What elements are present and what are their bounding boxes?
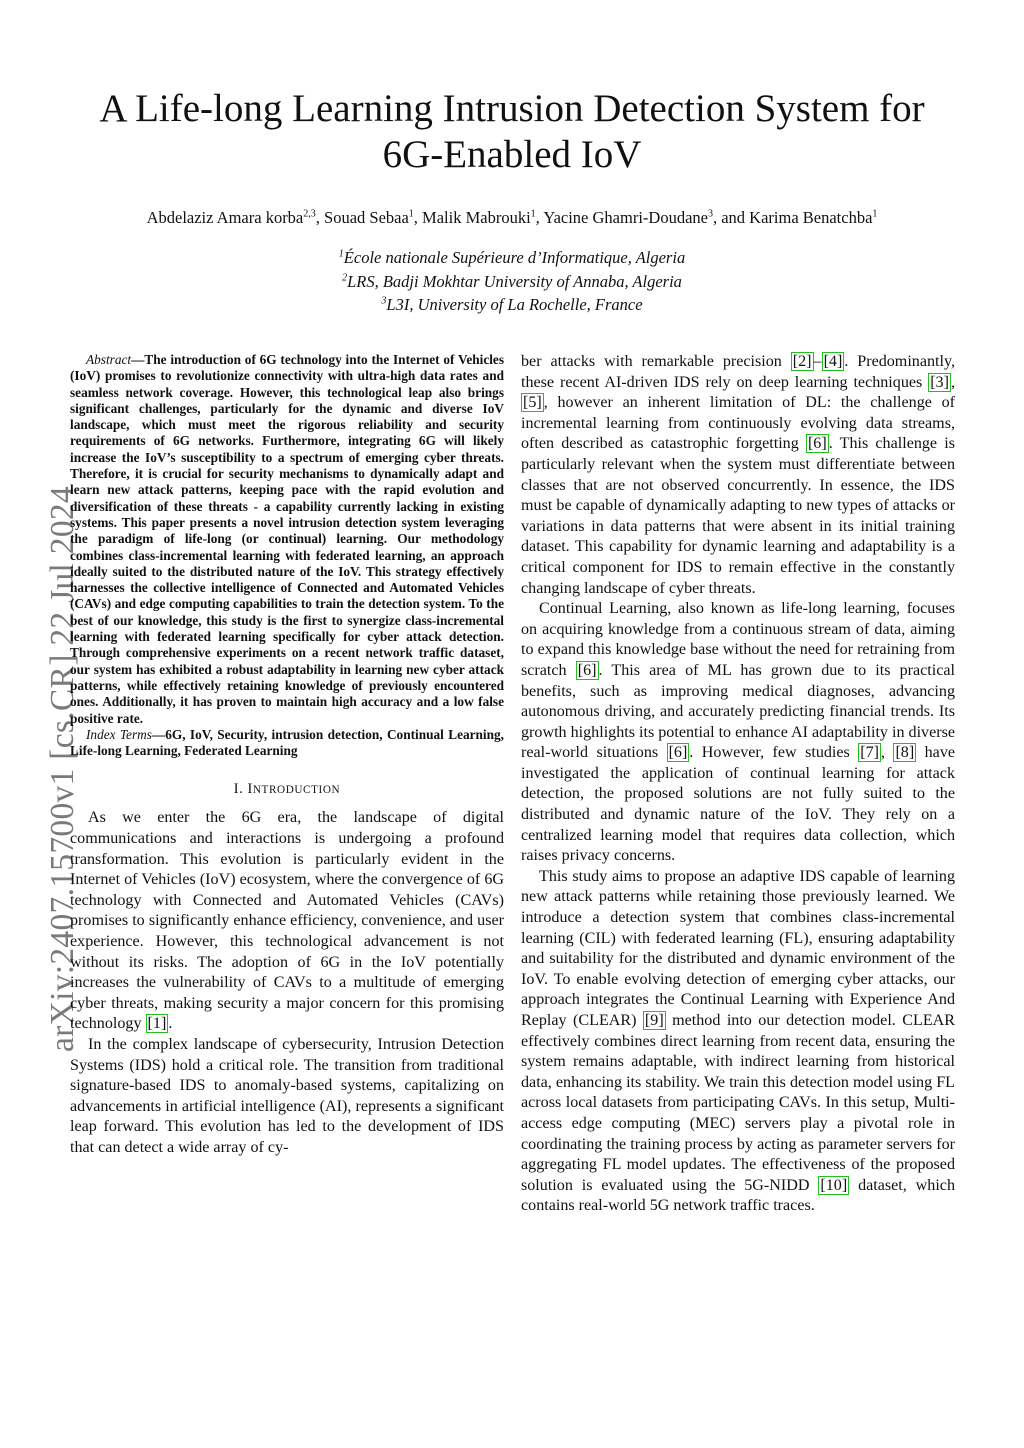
- paragraph-text: . However, few studies: [689, 744, 859, 762]
- paragraph-text: . Predominantly, these recent AI-driven IDS rely on deep learning techniques: [521, 353, 955, 391]
- index-terms-text: —6G, IoV, Security, intrusion detection, Continual Learning, Life-long Learning, Federated Learning: [70, 726, 504, 759]
- affiliation: [112, 246, 912, 270]
- citation-link[interactable]: [7]: [860, 744, 879, 762]
- left-column: [70, 352, 504, 1159]
- author-separator: ,: [413, 208, 423, 227]
- author-separator: , and: [712, 208, 750, 227]
- author-name: Yacine Ghamri-Doudane: [543, 208, 708, 227]
- paragraph-text: . This challenge is particularly relevant when the system must differentiate between classes that are not observed concurrently. In essence, the IDS must be capable of dynamically adapting to new types of attacks or variations in data patterns that were absent in its initial training dataset. This capability for dynamic learning and adaptability is a critical component for IDS to remain effective in the constantly changing landscape of cyber threats.: [521, 435, 955, 597]
- author-name: Abdelaziz Amara korba: [146, 208, 304, 227]
- author-separator: ,: [535, 208, 544, 227]
- abstract-text: —The introduction of 6G technology into the Internet of Vehicles (IoV) promises to revolutionize connectivity with ultra-high data rates and seamless network coverage. However, this technological leap also brings significant challenges, particularly for the dynamic and diverse IoV landscape, which must meet the rigorous reliability and security requirements of 6G networks. Furthermore, integrating 6G will likely increase the IoV’s susceptibility to a spectrum of emerging cyber threats. Therefore, it is crucial for security mechanisms to dynamically adapt and learn new attack patterns, keeping pace with the rapid evolution and diversification of these threats - a capability currently lacking in existing systems. This paper presents a novel intrusion detection system leveraging the paradigm of life-long (or continual) learning. Our methodology combines class-incremental learning with federated learning, an approach ideally suited to the distributed nature of the IoV. This strategy effectively harnesses the collective intelligence of Connected and Automated Vehicles (CAVs) and edge computing capabilities to train the detection system. To the best of our knowledge, this study is the first to synergize class-incremental learning with federated learning specifically for cyber attack detection. Through comprehensive experiments on a recent network traffic dataset, our system has exhibited a robust adaptability in learning new cyber attack patterns, while effectively retaining knowledge of previously encountered ones. Additionally, it has proven to maintain high accuracy and a low false positive rate.: [70, 352, 504, 726]
- intro-paragraph-2: In the complex landscape of cybersecurity, Intrusion Detection Systems (IDS) hold a critical role. The transition from traditional signature-based IDS to anomaly-based systems, capitalizing on advancements in artificial intelligence (AI), represents a significant leap forward. This evolution has led to the development of IDS that can detect a wide array of cy-: [70, 1035, 504, 1156]
- affiliation-mark: 1: [338, 248, 344, 260]
- author-affiliation-mark: 1: [408, 208, 414, 220]
- index-terms: [70, 727, 504, 760]
- author-affiliation-mark: 3: [707, 208, 713, 220]
- author-affiliation-mark: 1: [872, 208, 878, 220]
- index-terms-label: Index Terms: [86, 726, 152, 742]
- intro-paragraph-5: [521, 867, 955, 1217]
- affiliation-list: [112, 246, 912, 317]
- affiliation-text: LRS, Badji Mokhtar University of Annaba, Algeria: [347, 271, 682, 291]
- section-heading-introduction: [70, 781, 504, 798]
- paragraph-text: dataset, which contains real-world 5G network traffic traces.: [521, 1176, 955, 1215]
- paragraph-text: As we enter the 6G era, the landscape of digital communications and interactions is undergoing a profound transformation. This evolution is particularly evident in the Internet of Vehicles (IoV) ecosystem, where the convergence of 6G technology with Connected and Automated Vehicles (CAVs) promises to significantly enhance efficiency, convenience, and user experience. However, this technological advancement is not without its risks. The adoption of 6G in the IoV potentially increases the vulnerability of CAVs to a multitude of emerging cyber threats, making security a major concern for this promising technology: [70, 809, 504, 1033]
- abstract-label: Abstract: [86, 352, 132, 367]
- paragraph-text: , however an inherent limitation of DL: the challenge of incremental learning from continuously evolving data streams, often described as catastrophic forgetting: [521, 394, 955, 453]
- paragraph-text: ,: [950, 373, 955, 391]
- citation-link[interactable]: [2]: [792, 353, 812, 370]
- author-list: [40, 208, 984, 228]
- abstract: [70, 352, 504, 727]
- citation-link[interactable]: [9]: [644, 1012, 664, 1029]
- affiliation-text: École nationale Supérieure d’Informatique, Algeria: [343, 248, 686, 267]
- author-separator: ,: [315, 208, 325, 227]
- citation-link[interactable]: [1]: [147, 1015, 167, 1033]
- author-name: Malik Mabrouki: [422, 208, 531, 227]
- affiliation-text: L3I, University of La Rochelle, France: [386, 295, 643, 314]
- affiliation: [112, 270, 912, 294]
- citation-link[interactable]: [6]: [668, 744, 688, 762]
- paragraph-text: –: [813, 353, 822, 370]
- citation-link[interactable]: [6]: [807, 435, 827, 453]
- intro-paragraph-3: [521, 352, 955, 599]
- paragraph-text: have investigated the application of continual learning for attack detection, the proposed solutions are not fully suited to the distributed and dynamic nature of the IoV. They rely on a centralized learning model that requires data collection, which raises privacy concerns.: [521, 744, 956, 865]
- citation-link[interactable]: [10]: [820, 1176, 848, 1194]
- author-affiliation-mark: 2,3: [303, 208, 316, 220]
- section-heading-rest: NTRODUCTION: [252, 784, 341, 797]
- affiliation-mark: 2: [342, 272, 348, 283]
- paragraph-text: This study aims to propose an adaptive IDS capable of learning new attack patterns while retaining those previously learned. We introduce a detection system that combines class-incremental learning (CIL) with federated learning (FL), ensuring adaptability and suitability for the distributed and dynamic environment of the IoV. To enable evolving detection of emerging cyber attacks, our approach integrates the Continual Learning with Experience And Replay (CLEAR): [521, 867, 955, 1029]
- author-affiliation-mark: 1: [530, 208, 536, 220]
- citation-link[interactable]: [6]: [577, 661, 597, 679]
- citation-link[interactable]: [5]: [523, 394, 542, 412]
- intro-paragraph-1: [70, 808, 504, 1035]
- paragraph-text: ,: [881, 744, 894, 762]
- citation-link[interactable]: [3]: [930, 373, 949, 391]
- citation-link[interactable]: [4]: [823, 353, 843, 370]
- paragraph-text: method into our detection model. CLEAR effectively combines direct learning from recent data, ensuring the system remains adaptable, with indirect learning from historical data, enhancing its stability. We train this detection model using FL across local datasets from participating CAVs. In this setup, Multi-access edge computing (MEC) servers play a pivotal role in coordinating the training process by acting as parameter servers for aggregating FL model updates. The effectiveness of the proposed solution is evaluated using the 5G-NIDD: [521, 1012, 956, 1194]
- intro-paragraph-4: [521, 599, 955, 867]
- section-heading-initial: I: [247, 781, 253, 798]
- section-numeral: I.: [233, 781, 248, 798]
- author-name: Karima Benatchba: [749, 208, 873, 227]
- affiliation-mark: 3: [381, 295, 387, 307]
- affiliation: [112, 293, 912, 317]
- paper-title: A Life-long Learning Intrusion Detection System for 6G-Enabled IoV: [99, 87, 925, 176]
- paragraph-text: .: [168, 1015, 173, 1033]
- right-column: [521, 352, 955, 1217]
- paragraph-text: ber attacks with remarkable precision: [521, 353, 791, 370]
- paragraph-text: Continual Learning, also known as life-long learning, focuses on acquiring knowledge from a continuous stream of data, aiming to expand this knowledge base without the need for retraining from scratch: [521, 600, 955, 679]
- paragraph-text: . This area of ML has grown due to its practical benefits, such as improving medical diagnoses, advancing autonomous driving, and accurately predicting financial trends. Its growth highlights its potential to enhance AI adaptability in diverse real-world situations: [521, 661, 956, 762]
- citation-link[interactable]: [8]: [895, 744, 915, 762]
- author-name: Souad Sebaa: [324, 208, 409, 227]
- arxiv-identifier: arXiv:2407.15700v1 [cs.CR] 22 Jul 2024: [44, 486, 81, 1052]
